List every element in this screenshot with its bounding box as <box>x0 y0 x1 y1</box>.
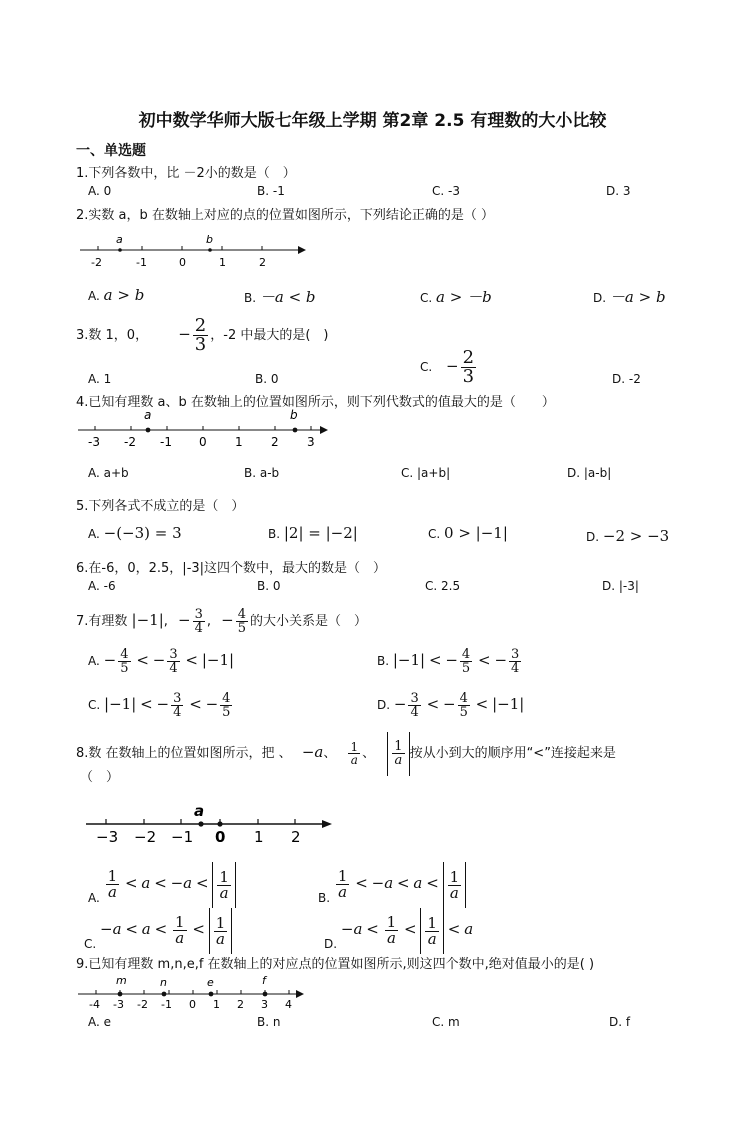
q8-lt: < <box>154 920 168 938</box>
q8-lt: < <box>355 874 368 892</box>
q8-frac-num: 1 <box>215 913 226 932</box>
q8-frac-den: a <box>219 883 229 902</box>
q4-option-c[interactable]: C. |a+b| <box>401 466 451 480</box>
q7-abs-neg-one: |−1| <box>392 651 426 669</box>
q8-abs-frac <box>212 862 236 908</box>
q2-stem: 2.实数 a，b 在数轴上对应的点的位置如图所示，下列结论正确的是（ ） <box>76 208 495 223</box>
q4-tick-label: 1 <box>235 435 243 449</box>
q8-abs-frac <box>209 908 233 954</box>
q7-frac-den: 4 <box>410 705 419 720</box>
q8-frac-num: 1 <box>107 867 118 885</box>
q8-stem <box>76 730 616 776</box>
q7-lt: < <box>185 651 198 669</box>
q2-option-b-letter: B. <box>244 291 257 305</box>
q6-stem: 6.在-6，0，2.5，|-3|这四个数中，最大的数是（ ） <box>76 561 387 576</box>
q2-point-a-label: a <box>116 233 123 246</box>
q2-option-d-math: －a > b <box>609 288 666 306</box>
q8-frac-den: a <box>427 929 437 948</box>
q7-option-letter: B. <box>377 654 390 668</box>
q5-option-c[interactable] <box>428 524 508 542</box>
q2-option-d-letter: D. <box>593 291 607 305</box>
q8-neg-a: −a <box>170 874 193 892</box>
q8-a: a <box>464 920 474 938</box>
q7-frac-4-5 <box>118 648 130 675</box>
q8-frac-den: a <box>394 752 403 768</box>
q8-frac-1-a <box>348 741 360 766</box>
q8-stem-suffix: 按从小到大的顺序用“<”连接起来是 <box>409 746 616 761</box>
q3-option-d[interactable]: D. -2 <box>612 372 641 386</box>
q8-frac-1-a <box>385 915 399 946</box>
q5-option-b-math: |2| = |−2| <box>283 524 358 542</box>
q9-point-e-label: e <box>207 976 214 989</box>
q3-stem-prefix: 3.数 1，0， <box>76 328 149 343</box>
q9-option-d[interactable]: D. f <box>609 1015 631 1029</box>
q7-option-b[interactable] <box>377 638 523 683</box>
q1-option-a[interactable]: A. 0 <box>88 184 112 198</box>
q5-option-a[interactable] <box>88 524 182 542</box>
q7-option-d[interactable] <box>377 682 524 727</box>
q7-neg-sign: − <box>205 695 219 713</box>
q6-option-c[interactable]: C. 2.5 <box>425 579 461 593</box>
q7-lt: < <box>136 651 149 669</box>
q7-lt: < <box>189 695 202 713</box>
q9-option-a[interactable]: A. e <box>88 1015 112 1029</box>
q7-frac-4-5 <box>236 608 248 635</box>
q7-frac-den: 5 <box>459 705 468 720</box>
q7-stem-suffix: 的大小关系是（ ） <box>250 614 368 629</box>
q7-frac-den: 4 <box>169 661 178 676</box>
q8-frac-num: 1 <box>427 913 437 932</box>
q5-option-c-math: 0 > |−1| <box>444 524 508 542</box>
q4-point-a-label: a <box>144 408 152 422</box>
q8-a: a <box>141 874 151 892</box>
q7-frac-den: 5 <box>222 705 231 720</box>
q7-frac-num: 4 <box>237 607 247 622</box>
page-title: 初中数学华师大版七年级上学期 第2章 2.5 有理数的大小比较 <box>138 111 607 131</box>
q8-tick-label: −3 <box>96 828 119 846</box>
q4-point-b-label: b <box>290 408 298 422</box>
q8-neg-a: −a <box>371 874 394 892</box>
q2-option-d[interactable] <box>593 286 666 307</box>
q2-tick-label: 1 <box>219 256 226 269</box>
q3-option-c-denominator: 3 <box>462 366 475 387</box>
q4-tick-label: 3 <box>307 435 315 449</box>
q9-tick-label: -2 <box>137 998 148 1011</box>
q9-tick-label: 1 <box>213 998 220 1011</box>
q5-option-d-math: −2 > −3 <box>602 527 670 545</box>
q3-fraction-sign: − <box>178 325 191 343</box>
q4-tick-label: -2 <box>124 435 136 449</box>
q7-frac-den: 5 <box>120 661 129 676</box>
q8-abs-frac <box>387 732 409 776</box>
q7-stem-prefix: 7.有理数 <box>76 614 128 629</box>
q7-frac-num: 4 <box>222 691 231 706</box>
q8-lt: < <box>397 874 410 892</box>
q8-frac-1-a <box>173 915 187 946</box>
q8-stem-prefix: 8.数 在数轴上的位置如图所示，把 、 <box>76 746 292 761</box>
q8-frac-num: 1 <box>449 867 460 886</box>
q7-neg-sign: − <box>442 695 456 713</box>
q3-option-c-sign: − <box>446 357 459 375</box>
q5-option-b-letter: B. <box>268 527 281 541</box>
q8-frac-num: 1 <box>174 913 185 931</box>
q7-frac-4-5 <box>458 692 470 719</box>
q7-frac-num: 3 <box>169 647 178 662</box>
q7-frac-num: 3 <box>511 647 520 662</box>
q8-lt: < <box>447 920 461 938</box>
q3-fraction-numerator: 2 <box>194 315 207 336</box>
q7-stem: 7.有理数 |−1|, − $\frac{3}{4}$ , − $\frac{4}{5}$ 的大小关系是（ ） <box>76 607 368 636</box>
q2-option-a[interactable] <box>88 286 144 304</box>
q8-lt: < <box>125 874 138 892</box>
q8-frac-1-a <box>425 913 439 948</box>
q8-option-letter: D. <box>324 937 338 951</box>
q8-frac-num: 1 <box>350 740 359 754</box>
q7-frac-3-4 <box>171 692 183 719</box>
q4-tick-label: 0 <box>199 435 207 449</box>
q8-frac-den: a <box>350 753 358 767</box>
q7-option-letter: C. <box>88 698 101 712</box>
q2-tick-label: -1 <box>136 256 147 269</box>
q3-fraction <box>193 317 208 354</box>
q8-frac-1-a <box>448 867 462 902</box>
q7-lt: < <box>475 695 489 713</box>
q2-tick-label: 2 <box>259 256 266 269</box>
q2-option-a-math: a > b <box>103 286 145 304</box>
q2-option-c-math: a > －b <box>436 288 492 306</box>
q7-frac-3-4 <box>408 692 420 719</box>
q7-option-letter: D. <box>377 698 391 712</box>
q7-frac-den: 5 <box>461 661 471 676</box>
q7-option-c[interactable] <box>88 682 234 727</box>
q4-option-a[interactable]: A. a+b <box>88 466 129 480</box>
q7-neg-sign: − <box>152 651 166 669</box>
q8-frac-1-a <box>336 869 350 900</box>
q7-frac-den: 4 <box>173 705 182 720</box>
q8-stem-sep: 、 <box>362 746 376 761</box>
q7-frac-num: 3 <box>410 691 419 706</box>
q9-tick-label: 2 <box>237 998 244 1011</box>
q8-abs-frac <box>443 862 467 908</box>
q1-option-d[interactable]: D. 3 <box>606 184 631 198</box>
q8-lt: < <box>404 920 417 938</box>
q7-lt: < <box>478 651 491 669</box>
q5-option-d[interactable] <box>586 527 669 545</box>
q7-frac-den: 4 <box>194 621 203 636</box>
q8-lt: < <box>195 874 209 892</box>
q5-option-d-letter: D. <box>586 530 600 544</box>
q8-tick-label: −2 <box>134 828 157 846</box>
q7-neg-sign: − <box>103 651 117 669</box>
q8-a: a <box>141 920 151 938</box>
q2-option-a-letter: A. <box>88 289 100 303</box>
q3-option-c-letter: C. <box>420 360 433 374</box>
q8-stem-sep: 、 <box>323 746 337 761</box>
q7-lt: < <box>428 651 442 669</box>
q8-frac-num: 1 <box>394 738 403 754</box>
q4-tick-label: -3 <box>88 435 100 449</box>
q9-stem: 9.已知有理数 m,n,e,f 在数轴上的对应点的位置如图所示,则这四个数中,绝对值最小的是( ) <box>76 957 595 972</box>
q8-tick-label: 0 <box>215 828 226 846</box>
q8-frac-den: a <box>107 883 117 901</box>
q8-frac-1-a <box>217 867 231 902</box>
q7-frac-4-5 <box>220 692 232 719</box>
q9-tick-label: 4 <box>285 998 292 1011</box>
q1-stem: 1.下列各数中，比 －2小的数是（ ） <box>76 166 296 181</box>
q9-point-m-label: m <box>116 974 127 987</box>
q8-tick-label: −1 <box>171 828 194 846</box>
q9-tick-label: 0 <box>189 998 196 1011</box>
q8-tick-label: 2 <box>291 828 301 846</box>
q7-frac-num: 3 <box>194 607 203 622</box>
q8-option-letter: A. <box>88 891 100 905</box>
q9-point-f-label: f <box>262 974 266 987</box>
q8-frac-1-a <box>392 740 404 767</box>
q3-option-a[interactable]: A. 1 <box>88 372 112 386</box>
q7-neg-sign: − <box>393 695 407 713</box>
q5-stem: 5.下列各式不成立的是（ ） <box>76 499 245 514</box>
q8-frac-den: a <box>449 883 459 902</box>
q3-stem <box>76 312 329 358</box>
q8-point-a-label: a <box>194 802 205 820</box>
q8-frac-den: a <box>175 929 185 947</box>
q8-number-line <box>84 800 339 850</box>
q8-frac-1-a <box>214 913 228 948</box>
q2-number-line <box>76 228 311 272</box>
q7-lt: < <box>140 695 153 713</box>
q8-frac-num: 1 <box>386 913 397 931</box>
q8-lt: < <box>426 874 439 892</box>
q5-option-a-math: −(−3) = 3 <box>103 524 182 542</box>
q8-lt: < <box>366 920 379 938</box>
q6-option-a[interactable]: A. -6 <box>88 579 116 593</box>
q3-option-c-numerator: 2 <box>462 347 475 368</box>
q8-abs-frac <box>420 908 444 954</box>
q8-neg-a: −a <box>340 920 363 938</box>
q2-tick-label: -2 <box>91 256 102 269</box>
q9-option-b[interactable]: B. n <box>257 1015 281 1029</box>
q4-option-b[interactable]: B. a-b <box>244 466 280 480</box>
q7-frac-4-5 <box>460 648 472 675</box>
q2-option-c-letter: C. <box>420 291 433 305</box>
q7-frac-num: 4 <box>461 647 471 662</box>
q9-tick-label: -1 <box>161 998 172 1011</box>
q7-neg-sign: − <box>221 611 234 629</box>
q7-frac-3-4 <box>167 648 179 675</box>
q2-tick-label: 0 <box>179 256 186 269</box>
q4-option-d[interactable]: D. |a-b| <box>567 466 612 480</box>
q7-frac-num: 4 <box>459 691 468 706</box>
q9-point-n-label: n <box>160 976 167 989</box>
q8-option-letter: B. <box>318 891 331 905</box>
q7-abs-neg-one: |−1| <box>492 695 525 713</box>
q8-frac-num: 1 <box>337 867 348 885</box>
q7-option-a[interactable] <box>88 638 234 683</box>
q9-tick-label: -4 <box>89 998 100 1011</box>
q8-tick-label: 1 <box>254 828 264 846</box>
section-heading: 一、单选题 <box>76 143 146 159</box>
q2-option-b[interactable] <box>244 286 316 307</box>
q8-lt: < <box>154 874 167 892</box>
q7-lt: < <box>426 695 440 713</box>
q2-point-b-label: b <box>206 233 213 246</box>
q7-option-letter: A. <box>88 654 100 668</box>
q2-option-b-math: －a < b <box>259 288 316 306</box>
q7-frac-den: 5 <box>237 621 247 636</box>
q7-frac-3-4 <box>509 648 521 675</box>
q7-abs-neg-one: |−1| <box>104 695 137 713</box>
q8-stem-line2: （ ） <box>80 770 120 785</box>
q7-frac-num: 4 <box>120 647 129 662</box>
q2-option-c[interactable] <box>420 286 492 307</box>
q7-neg-sign: − <box>178 611 191 629</box>
q1-option-b[interactable]: B. -1 <box>257 184 285 198</box>
q6-option-d[interactable]: D. |-3| <box>602 579 639 593</box>
q9-option-c[interactable]: C. m <box>432 1015 460 1029</box>
q8-frac-den: a <box>216 929 225 948</box>
q5-option-a-letter: A. <box>88 527 100 541</box>
q3-option-c[interactable] <box>420 346 478 387</box>
q8-frac-1-a <box>106 869 120 900</box>
q3-stem-suffix: ，-2 中最大的是( ) <box>210 328 329 343</box>
q7-abs-neg-one: |−1| <box>201 651 235 669</box>
q8-frac-den: a <box>386 929 396 947</box>
q3-option-c-fraction <box>461 349 476 386</box>
q7-frac-den: 4 <box>511 661 520 676</box>
q1-option-c[interactable]: C. -3 <box>432 184 460 198</box>
q4-number-line <box>76 404 336 450</box>
q8-neg-a: −a <box>100 920 122 938</box>
q8-neg-a: −a <box>301 743 324 761</box>
q7-frac-num: 3 <box>173 691 182 706</box>
q3-fraction-denominator: 3 <box>194 334 207 355</box>
q9-tick-label: 3 <box>261 998 268 1011</box>
q3-option-b[interactable]: B. 0 <box>255 372 279 386</box>
q8-frac-num: 1 <box>219 867 229 886</box>
q4-tick-label: 2 <box>271 435 279 449</box>
q6-option-b[interactable]: B. 0 <box>257 579 281 593</box>
q5-option-b[interactable] <box>268 524 358 542</box>
q4-stem: 4.已知有理数 a、b 在数轴上的位置如图所示，则下列代数式的值最大的是（ ） <box>76 395 555 410</box>
q9-number-line <box>76 970 311 1012</box>
q8-frac-den: a <box>338 883 348 901</box>
q7-neg-sign: − <box>445 651 458 669</box>
q5-option-c-letter: C. <box>428 527 441 541</box>
q8-lt: < <box>192 920 205 938</box>
q7-neg-sign: − <box>494 651 508 669</box>
q8-a: a <box>413 874 423 892</box>
q8-option-letter: C. <box>84 937 97 951</box>
q4-tick-label: -1 <box>160 435 172 449</box>
q7-frac-3-4 <box>193 608 205 635</box>
q7-abs-neg-one: |−1| <box>131 611 164 629</box>
q7-neg-sign: − <box>156 695 170 713</box>
q9-tick-label: -3 <box>113 998 124 1011</box>
q8-lt: < <box>125 920 138 938</box>
